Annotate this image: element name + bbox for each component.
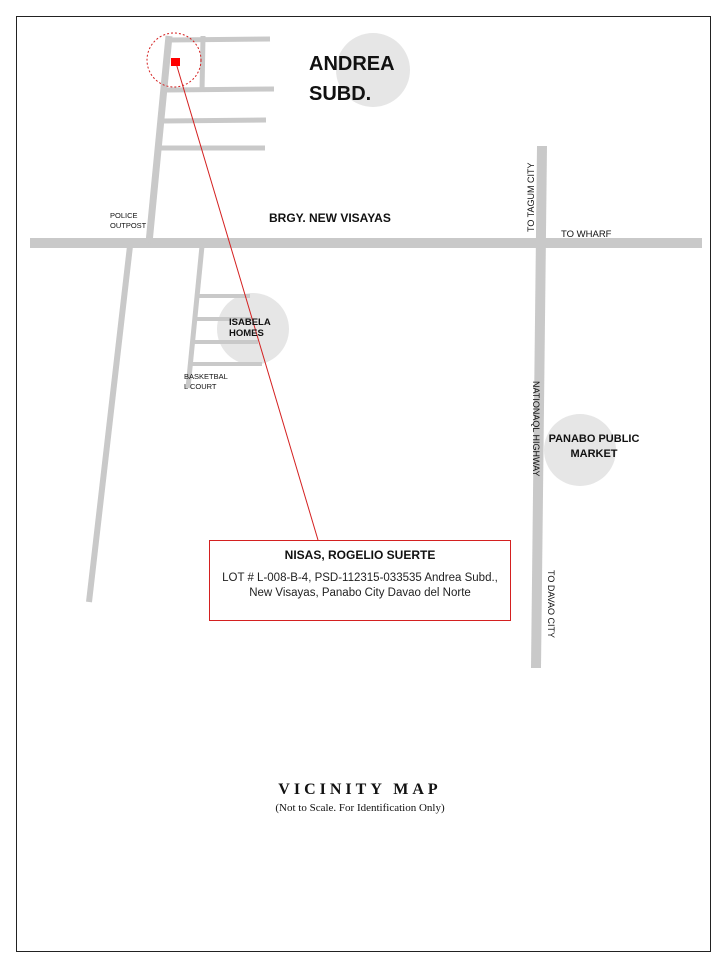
road-andrea-street-1 xyxy=(169,39,270,40)
isabela-homes-label-line2: HOMES xyxy=(229,328,264,339)
to-tagum-city-label: TO TAGUM CITY xyxy=(526,162,536,232)
lot-info-box xyxy=(209,540,511,621)
brgy-new-visayas-label: BRGY. NEW VISAYAS xyxy=(269,211,391,225)
map-subtitle: (Not to Scale. For Identification Only) xyxy=(275,802,445,814)
panabo-public-market-label-line1: PANABO PUBLIC xyxy=(548,433,640,445)
panabo-public-market-label-line2: MARKET xyxy=(570,448,618,460)
road-andrea-inner xyxy=(202,36,203,92)
andrea-subd-label-line1: ANDREA xyxy=(309,53,395,75)
police-outpost-label-line2: OUTPOST xyxy=(110,221,147,230)
road-andrea-street-2 xyxy=(166,89,274,90)
road-andrea-street-3 xyxy=(163,120,266,121)
lot-marker xyxy=(171,58,180,66)
to-davao-city-label: TO DAVAO CITY xyxy=(546,570,556,639)
basketball-court-label-line2: L COURT xyxy=(184,382,217,391)
road-andrea-main xyxy=(149,36,169,243)
to-wharf-label: TO WHARF xyxy=(561,229,612,240)
police-outpost-label-line1: POLICE xyxy=(110,211,138,220)
national-highway-label: NATIONAQL HIGHWAY xyxy=(531,381,541,477)
lot-description: LOT # L-008-B-4, PSD-112315-033535 Andrea Subd., New Visayas, Panabo City Davao del Norte xyxy=(222,572,498,599)
andrea-subd-label-line2: SUBD. xyxy=(309,83,372,105)
basketball-court-label-line1: BASKETBAL xyxy=(184,372,228,381)
owner-name: NISAS, ROGELIO SUERTE xyxy=(284,548,436,562)
isabela-homes-label-line1: ISABELA xyxy=(229,317,271,328)
road-west-south xyxy=(89,246,130,602)
map-title: VICINITY MAP xyxy=(278,781,442,798)
